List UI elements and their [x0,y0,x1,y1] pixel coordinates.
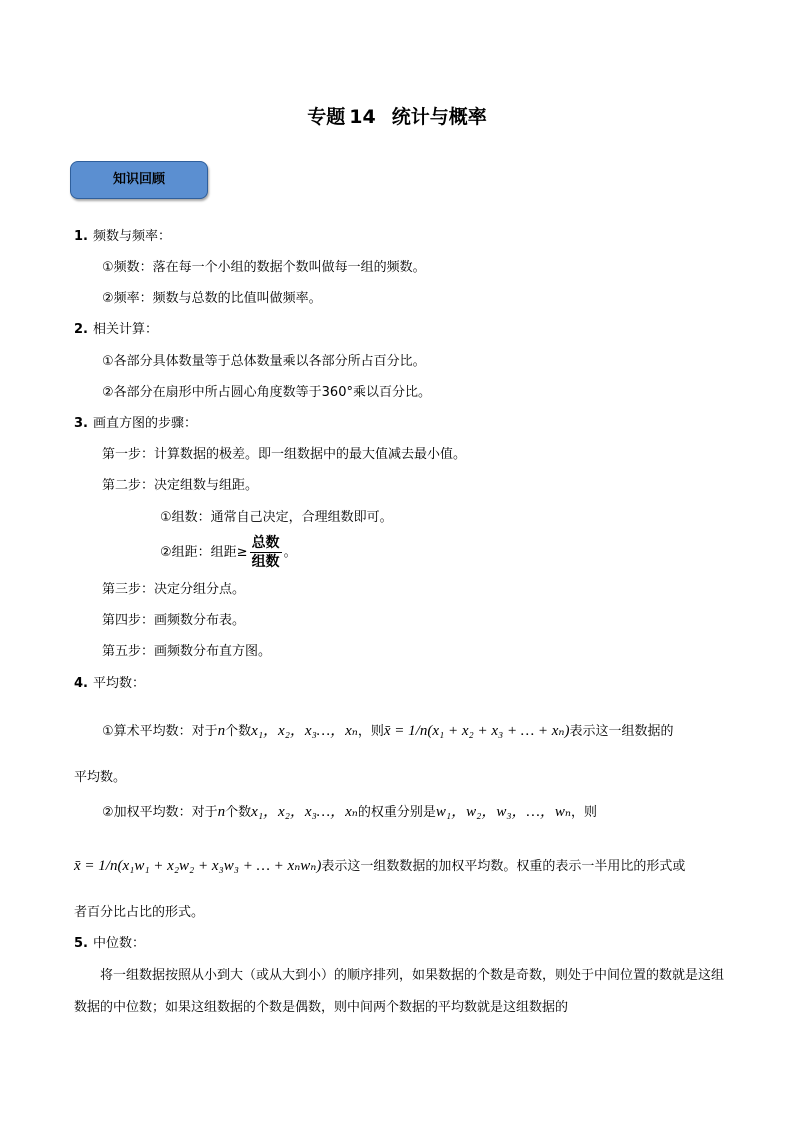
s3-step-2: 第二步：决定组数与组距。 [102,478,259,493]
arithmetic-mean-cont: 平均数。 [74,770,127,785]
s3-step-4: 第四步：画频数分布表。 [102,613,246,628]
text: ②加权平均数：对于 [102,805,218,820]
weight-list: w₁，w₂，w₃，…，wₙ [435,804,571,820]
weighted-mean-cont: 者百分比占比的形式。 [74,905,205,920]
sub2-label: ②组距：组距≥ [160,545,248,560]
section-title: 相关计算： [92,322,158,337]
section-number: 1. [74,229,88,244]
title-prefix: 专题 [307,106,346,128]
text: ，则 [357,724,384,739]
s3-sub-2 [160,534,297,572]
s2-item-2: ②各部分在扇形中所占圆心角度数等于360°乘以百分比。 [102,385,431,400]
var-n: n [217,723,226,739]
section-number: 2. [74,322,88,337]
section-title: 中位数： [92,936,145,951]
title-text: 统计与概率 [391,106,487,128]
section-title: 频数与频率： [92,229,171,244]
title-number: 14 [349,106,376,128]
text: 的权重分别是 [357,805,436,820]
weighted-mean-formula-line [74,846,685,887]
arithmetic-mean-formula: x̄ = 1/n(x₁ + x₂ + x₃ + … + xₙ) [383,723,570,739]
section-2-heading [74,320,158,340]
weighted-mean-line [102,802,597,823]
text: ，则 [570,805,597,820]
fraction-numerator: 总数 [251,535,280,551]
section-badge: 知识回顾 [70,161,208,199]
variable-list: x₁，x₂，x₃…，xₙ [251,804,358,820]
s1-item-1: ①频数：落在每一个小组的数据个数叫做每一组的频数。 [102,260,426,275]
text: 表示这一组数数据的加权平均数。权重的表示一半用比的形式或 [321,859,686,874]
section-number: 3. [74,416,88,431]
section-1-heading [74,227,171,247]
s3-sub-1: ①组数：通常自己决定，合理组数即可。 [160,510,393,525]
section-title: 平均数： [92,676,145,691]
section-5-heading [74,934,145,954]
fraction-denominator: 组数 [251,554,280,570]
sub2-end: 。 [283,545,297,560]
arithmetic-mean-line [102,711,674,752]
text: 表示这一组数据的 [569,724,674,739]
median-paragraph: 将一组数据按照从小到大（或从大到小）的顺序排列，如果数据的个数是奇数，则处于中间位置的数就是这组数据的中位数；如果这组数据的个数是偶数，则中间两个数据的平均数就是这组数据的 [74,968,725,1015]
weighted-mean-formula: x̄ = 1/n(x₁w₁ + x₂w₂ + x₃w₃ + … + xₙwₙ) [74,858,322,874]
text: ①算术平均数：对于 [102,724,218,739]
section-4-heading [74,674,145,694]
section-title: 画直方图的步骤： [92,416,197,431]
text: 个数 [225,724,252,739]
ratio-fraction [250,534,282,571]
section-number: 5. [74,936,88,951]
text: 个数 [225,805,252,820]
variable-list: x₁，x₂，x₃…，xₙ [251,723,358,739]
s3-step-5: 第五步：画频数分布直方图。 [102,644,272,659]
s3-step-3: 第三步：决定分组分点。 [102,582,246,597]
s2-item-1: ①各部分具体数量等于总体数量乘以各部分所占百分比。 [102,354,426,369]
var-n: n [217,804,226,820]
page-title [0,104,794,130]
section-number: 4. [74,676,88,691]
s1-item-2: ②频率：频数与总数的比值叫做频率。 [102,291,322,306]
s3-step-1: 第一步：计算数据的极差。即一组数据中的最大值减去最小值。 [102,447,467,462]
section-3-heading [74,414,197,434]
